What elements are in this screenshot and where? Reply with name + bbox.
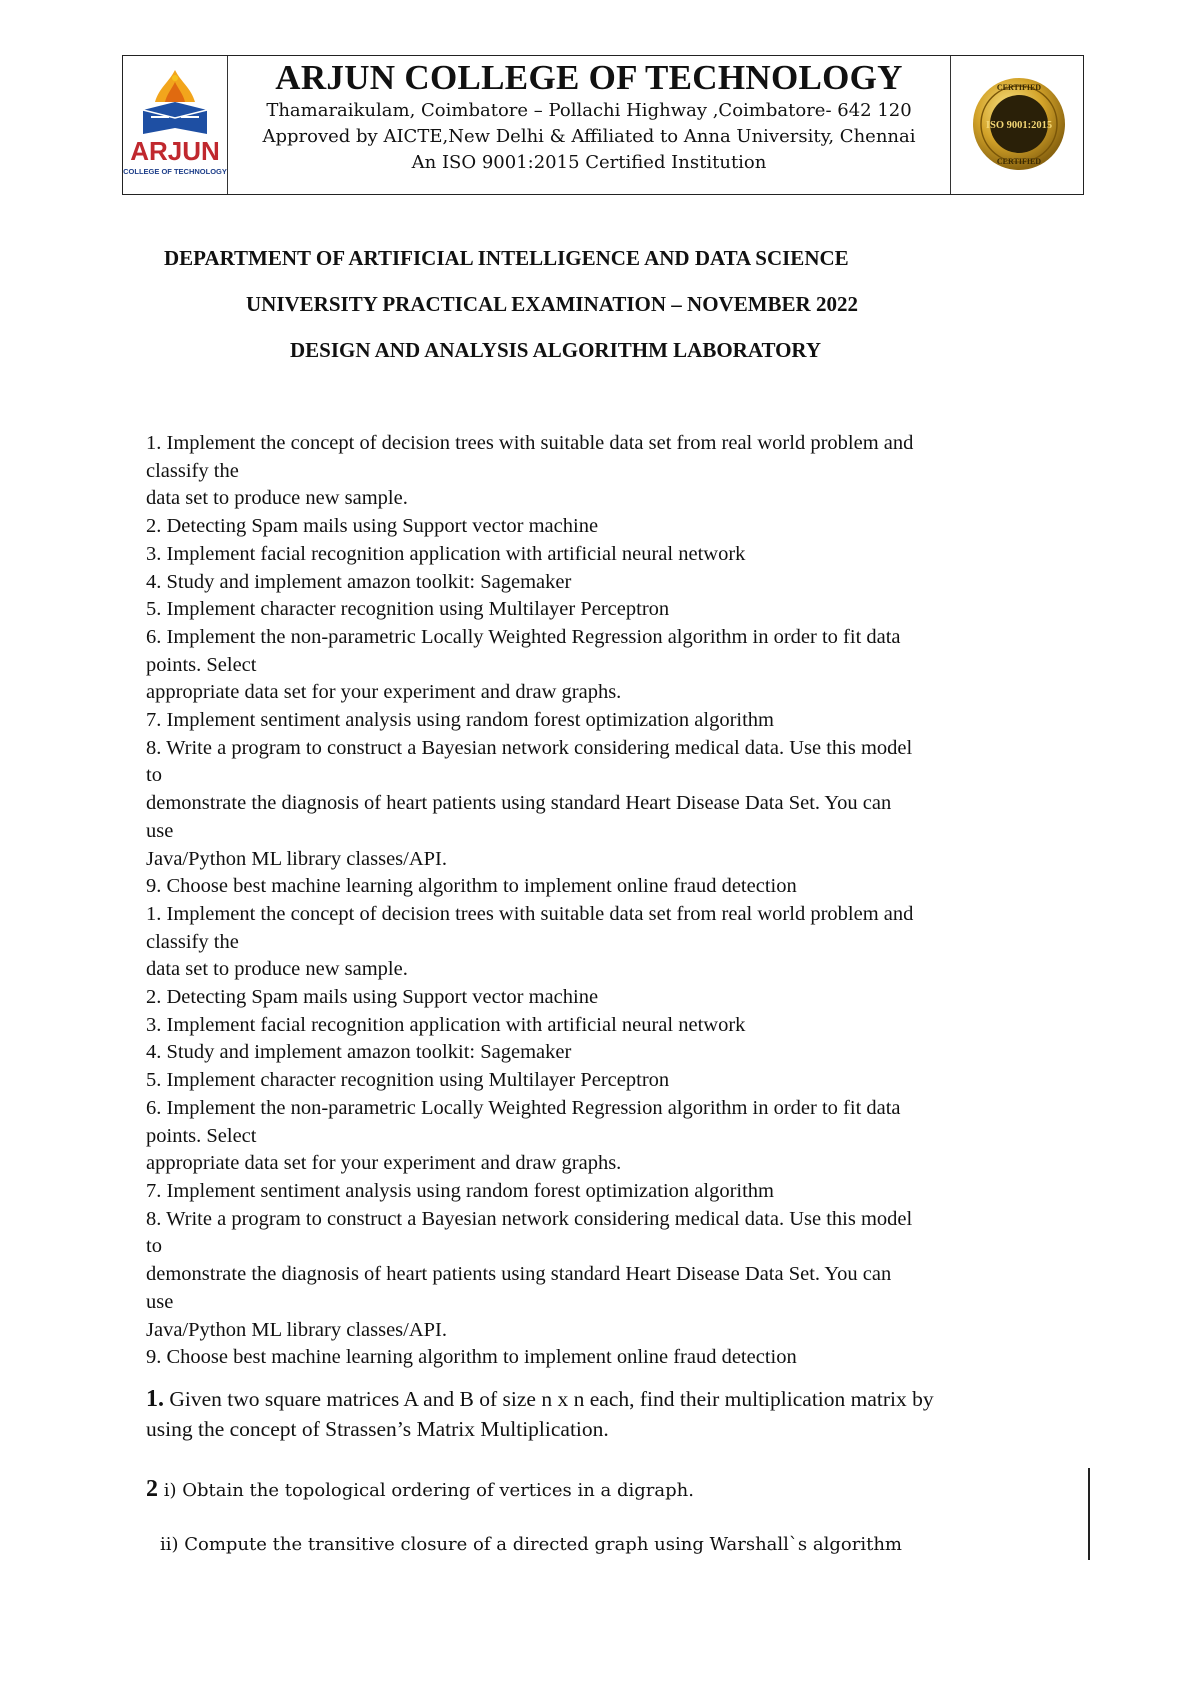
list-line: Java/Python ML library classes/API. xyxy=(146,1318,448,1341)
list-line: 6. Implement the non-parametric Locally Weighted Regression algorithm in order to fit data xyxy=(146,1096,901,1119)
question-1-line1: Given two square matrices A and B of size n x n each, find their multiplication matrix by xyxy=(164,1387,934,1411)
header-text xyxy=(227,56,951,176)
seal-text: ISO 9001:2015 xyxy=(985,120,1053,131)
list-line: 3. Implement facial recognition application with artificial neural network xyxy=(146,1013,746,1036)
list-line: data set to produce new sample. xyxy=(146,487,408,510)
question-2-part-i: i) Obtain the topological ordering of vertices in a digraph. xyxy=(158,1480,694,1501)
list-line: 8. Write a program to construct a Bayesian network considering medical data. Use this model xyxy=(146,1207,913,1230)
logo-cell xyxy=(123,56,228,194)
list-line: demonstrate the diagnosis of heart patients using standard Heart Disease Data Set. You can xyxy=(146,1263,892,1286)
list-line: use xyxy=(146,819,174,842)
list-line: use xyxy=(146,1290,174,1313)
list-line: 3. Implement facial recognition application with artificial neural network xyxy=(146,542,746,565)
list-line: 9. Choose best machine learning algorithm to implement online fraud detection xyxy=(146,875,797,898)
college-approval: Approved by AICTE,New Delhi & Affiliated to Anna University, Chennai xyxy=(262,126,916,147)
list-line: appropriate data set for your experiment and draw graphs. xyxy=(146,681,622,704)
list-line: points. Select xyxy=(146,653,257,676)
certification-cell xyxy=(950,56,1083,194)
question-1-number: 1. xyxy=(146,1386,164,1412)
list-line: classify the xyxy=(146,930,239,953)
logo-subtext: COLLEGE OF TECHNOLOGY xyxy=(123,167,227,176)
college-address: Thamaraikulam, Coimbatore – Pollachi Highway ,Coimbatore- 642 120 xyxy=(266,100,912,121)
question-1 xyxy=(146,1384,1076,1444)
list-line: 4. Study and implement amazon toolkit: Sagemaker xyxy=(146,1041,572,1064)
list-line: 1. Implement the concept of decision trees with suitable data set from real world problem and xyxy=(146,902,914,925)
list-line: Java/Python ML library classes/API. xyxy=(146,847,448,870)
list-line: 6. Implement the non-parametric Locally Weighted Regression algorithm in order to fit data xyxy=(146,625,901,648)
department-title: DEPARTMENT OF ARTIFICIAL INTELLIGENCE AND DATA SCIENCE xyxy=(164,246,849,270)
list-line: 1. Implement the concept of decision trees with suitable data set from real world problem and xyxy=(146,432,914,454)
list-line: to xyxy=(146,764,162,787)
college-iso-line: An ISO 9001:2015 Certified Institution xyxy=(411,152,767,173)
iso-certified-seal xyxy=(969,62,1069,186)
list-line: 7. Implement sentiment analysis using random forest optimization algorithm xyxy=(146,709,774,732)
list-line: points. Select xyxy=(146,1124,257,1147)
question-2-part-ii: ii) Compute the transitive closure of a directed graph using Warshall`s algorithm xyxy=(160,1534,902,1555)
question-2-part-ii-block xyxy=(160,1530,1090,1560)
list-line: 4. Study and implement amazon toolkit: Sagemaker xyxy=(146,570,572,593)
list-line: 5. Implement character recognition using Multilayer Perceptron xyxy=(146,1069,670,1092)
question-2 xyxy=(146,1474,1076,1506)
experiment-list xyxy=(146,430,1066,1372)
college-name: ARJUN COLLEGE OF TECHNOLOGY xyxy=(275,58,903,97)
logo-text: ARJUN xyxy=(130,136,220,166)
college-logo xyxy=(123,62,227,188)
question-1-line2: using the concept of Strassen’s Matrix Multiplication. xyxy=(146,1417,609,1441)
list-line: 5. Implement character recognition using Multilayer Perceptron xyxy=(146,598,670,621)
margin-rule xyxy=(1088,1468,1090,1560)
list-line: 2. Detecting Spam mails using Support vector machine xyxy=(146,986,599,1009)
list-line: to xyxy=(146,1235,162,1258)
list-line: 9. Choose best machine learning algorithm to implement online fraud detection xyxy=(146,1346,797,1369)
lab-title: DESIGN AND ANALYSIS ALGORITHM LABORATORY xyxy=(290,338,821,362)
seal-ring-bottom: CERTIFIED xyxy=(996,157,1042,166)
list-line: 2. Detecting Spam mails using Support vector machine xyxy=(146,515,599,538)
question-2-number: 2 xyxy=(146,1476,158,1502)
list-line: demonstrate the diagnosis of heart patients using standard Heart Disease Data Set. You can xyxy=(146,792,892,815)
list-line: appropriate data set for your experiment and draw graphs. xyxy=(146,1152,622,1175)
seal-ring-top: CERTIFIED xyxy=(996,83,1042,92)
college-header xyxy=(122,55,1084,195)
exam-title: UNIVERSITY PRACTICAL EXAMINATION – NOVEMBER 2022 xyxy=(246,292,858,316)
list-line: 8. Write a program to construct a Bayesian network considering medical data. Use this model xyxy=(146,736,913,759)
list-line: 7. Implement sentiment analysis using random forest optimization algorithm xyxy=(146,1179,774,1202)
list-line: classify the xyxy=(146,459,239,482)
list-line: data set to produce new sample. xyxy=(146,958,408,981)
